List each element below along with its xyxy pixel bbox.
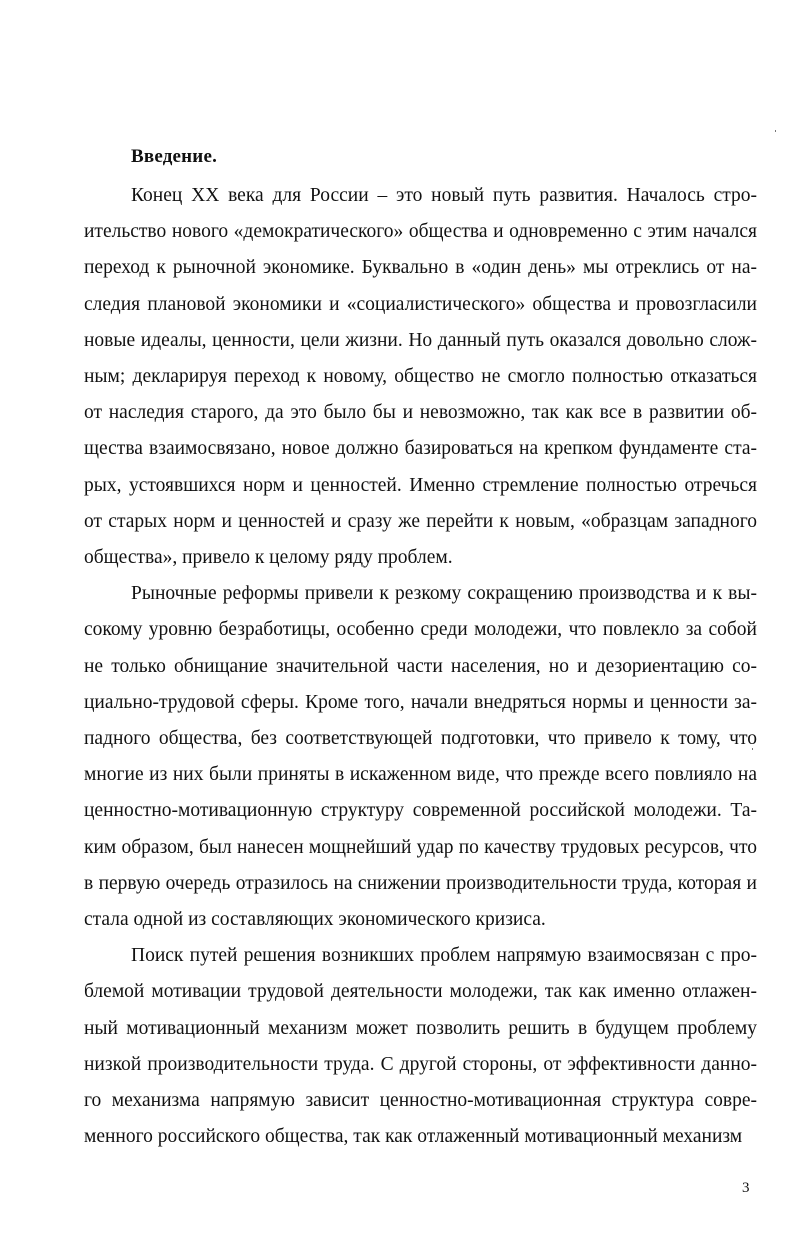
scan-speck: [775, 130, 776, 132]
paragraph: Поиск путей решения возникших проблем напрямую взаимосвязан с проблемой мотивации трудовой деятельности молодежи, так как именно отлаженный мотивационный механизм может позволить решить в будущем проблему низкой производительности труда. С другой стороны, от эффективности данного механизма напрямую зависит ценностно-мотивационная структура современного российского общества, так как отлаженный мотивационный механизм: [84, 945, 757, 1148]
section-heading: Введение.: [131, 146, 218, 167]
paragraph: Конец XX века для России – это новый путь развития. Началось строительство нового «демократического» общества и одновременно с этим начался переход к рыночной экономике. Буквально в «один день» мы отреклись от наследия плановой экономики и «социалистического» общества и провозгласили новые идеалы, ценности, цели жизни. Но данный путь оказался довольно сложным; декларируя переход к новому, общество не смогло полностью отказаться от наследия старого, да это было бы и невозможно, так как все в развитии общества взаимосвязано, новое должно базироваться на крепком фундаменте старых, устоявшихся норм и ценностей. Именно стремление полностью отречься от старых норм и ценностей и сразу же перейти к новым, «образцам западного общества», привело к целому ряду проблем.: [84, 185, 757, 569]
paragraph: Рыночные реформы привели к резкому сокращению производства и к высокому уровню безработицы, особенно среди молодежи, что повлекло за собой не только обнищание значительной части населения, но и дезориентацию социально-трудовой сферы. Кроме того, начали внедряться нормы и ценности западного общества, без соответствующей подготовки, что привело к тому, что многие из них были приняты в искаженном виде, что прежде всего повлияло на ценностно-мотивационную структуру современной российской молодежи. Таким образом, был нанесен мощнейший удар по качеству трудовых ресурсов, что в первую очередь отразилось на снижении производительности труда, которая и стала одной из составляющих экономического кризиса.: [84, 583, 757, 931]
page-number: 3: [742, 1180, 750, 1196]
body-text: [84, 178, 757, 1155]
